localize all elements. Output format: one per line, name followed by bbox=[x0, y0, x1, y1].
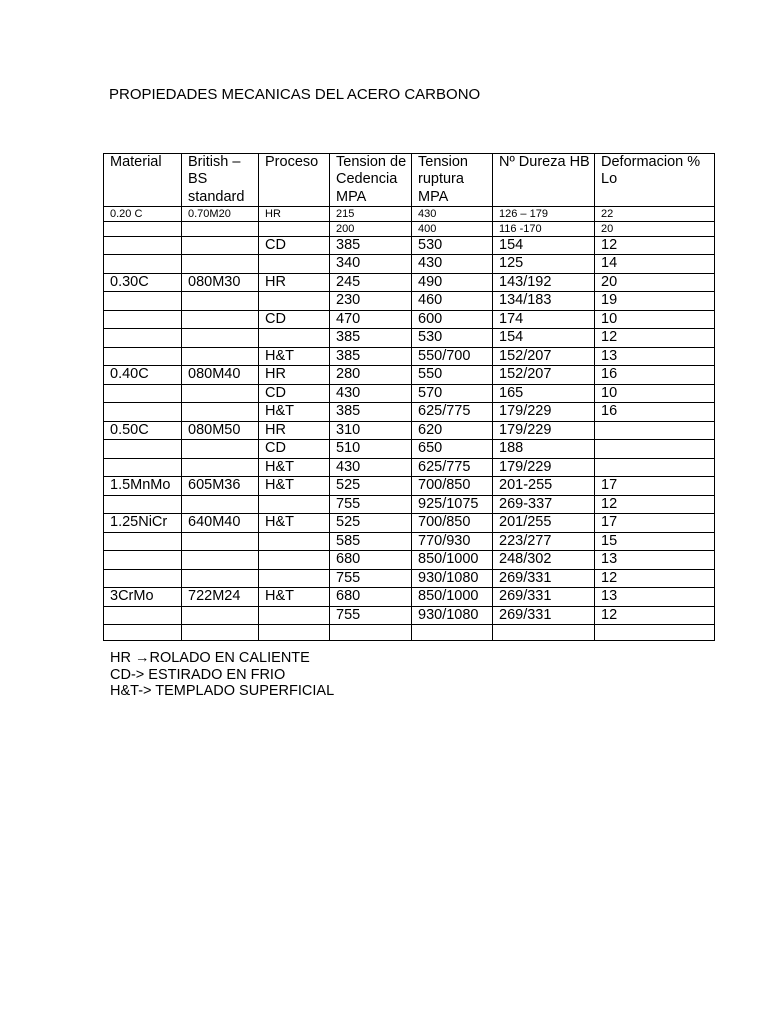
cell-deformacion: 12 bbox=[595, 329, 715, 348]
cell-deformacion bbox=[595, 421, 715, 440]
cell-dureza: 116 -170 bbox=[493, 221, 595, 236]
cell-deformacion: 15 bbox=[595, 532, 715, 551]
legend-cd: CD-> ESTIRADO EN FRIO bbox=[110, 666, 286, 683]
cell-material bbox=[104, 625, 182, 641]
table-row bbox=[104, 236, 715, 255]
cell-material bbox=[104, 292, 182, 311]
cell-ruptura: 570 bbox=[412, 384, 493, 403]
cell-ruptura bbox=[412, 625, 493, 641]
cell-bs-standard bbox=[182, 495, 259, 514]
cell-deformacion: 12 bbox=[595, 569, 715, 588]
cell-proceso: HR bbox=[259, 366, 330, 385]
cell-bs-standard bbox=[182, 384, 259, 403]
cell-dureza: 152/207 bbox=[493, 347, 595, 366]
cell-dureza: 248/302 bbox=[493, 551, 595, 570]
table-row bbox=[104, 495, 715, 514]
cell-dureza: 223/277 bbox=[493, 532, 595, 551]
cell-proceso: H&T bbox=[259, 514, 330, 533]
cell-cedencia: 215 bbox=[330, 206, 412, 221]
table-row bbox=[104, 606, 715, 625]
cell-deformacion: 16 bbox=[595, 403, 715, 422]
cell-cedencia: 430 bbox=[330, 384, 412, 403]
cell-bs-standard bbox=[182, 329, 259, 348]
cell-cedencia: 385 bbox=[330, 329, 412, 348]
cell-proceso: H&T bbox=[259, 403, 330, 422]
cell-material bbox=[104, 329, 182, 348]
cell-bs-standard: 640M40 bbox=[182, 514, 259, 533]
cell-cedencia: 470 bbox=[330, 310, 412, 329]
cell-cedencia: 680 bbox=[330, 551, 412, 570]
cell-proceso: HR bbox=[259, 273, 330, 292]
table-header-row bbox=[104, 154, 715, 207]
cell-proceso bbox=[259, 625, 330, 641]
cell-proceso bbox=[259, 221, 330, 236]
properties-table bbox=[103, 153, 715, 641]
cell-proceso: H&T bbox=[259, 588, 330, 607]
cell-material: 1.5MnMo bbox=[104, 477, 182, 496]
cell-cedencia: 310 bbox=[330, 421, 412, 440]
cell-material: 0.20 C bbox=[104, 206, 182, 221]
cell-material: 0.40C bbox=[104, 366, 182, 385]
cell-proceso: CD bbox=[259, 310, 330, 329]
cell-ruptura: 550 bbox=[412, 366, 493, 385]
cell-bs-standard: 080M50 bbox=[182, 421, 259, 440]
cell-proceso: H&T bbox=[259, 477, 330, 496]
cell-ruptura: 930/1080 bbox=[412, 569, 493, 588]
cell-dureza: 269/331 bbox=[493, 588, 595, 607]
table-row bbox=[104, 329, 715, 348]
cell-cedencia: 585 bbox=[330, 532, 412, 551]
cell-bs-standard bbox=[182, 532, 259, 551]
cell-deformacion: 17 bbox=[595, 477, 715, 496]
cell-ruptura: 770/930 bbox=[412, 532, 493, 551]
cell-bs-standard bbox=[182, 440, 259, 459]
table-row bbox=[104, 625, 715, 641]
cell-material bbox=[104, 255, 182, 274]
cell-deformacion: 12 bbox=[595, 236, 715, 255]
cell-bs-standard bbox=[182, 569, 259, 588]
cell-proceso: HR bbox=[259, 421, 330, 440]
cell-bs-standard bbox=[182, 458, 259, 477]
table-row bbox=[104, 206, 715, 221]
cell-material bbox=[104, 569, 182, 588]
table-row bbox=[104, 347, 715, 366]
cell-bs-standard: 080M30 bbox=[182, 273, 259, 292]
cell-bs-standard bbox=[182, 310, 259, 329]
table-row bbox=[104, 477, 715, 496]
header-tension-cedencia: Tension de Cedencia MPA bbox=[330, 154, 412, 207]
cell-cedencia: 755 bbox=[330, 495, 412, 514]
cell-cedencia: 525 bbox=[330, 514, 412, 533]
cell-ruptura: 530 bbox=[412, 329, 493, 348]
table-row bbox=[104, 458, 715, 477]
cell-material bbox=[104, 384, 182, 403]
cell-ruptura: 625/775 bbox=[412, 403, 493, 422]
cell-dureza: 188 bbox=[493, 440, 595, 459]
cell-dureza: 174 bbox=[493, 310, 595, 329]
table-row bbox=[104, 255, 715, 274]
cell-deformacion: 20 bbox=[595, 221, 715, 236]
cell-cedencia: 385 bbox=[330, 347, 412, 366]
cell-cedencia: 430 bbox=[330, 458, 412, 477]
cell-deformacion: 10 bbox=[595, 310, 715, 329]
table-row bbox=[104, 273, 715, 292]
cell-proceso: CD bbox=[259, 384, 330, 403]
cell-material bbox=[104, 221, 182, 236]
cell-dureza: 201-255 bbox=[493, 477, 595, 496]
cell-bs-standard bbox=[182, 347, 259, 366]
cell-deformacion: 22 bbox=[595, 206, 715, 221]
cell-cedencia: 230 bbox=[330, 292, 412, 311]
cell-proceso bbox=[259, 292, 330, 311]
cell-proceso bbox=[259, 606, 330, 625]
cell-deformacion bbox=[595, 458, 715, 477]
cell-bs-standard bbox=[182, 292, 259, 311]
header-proceso: Proceso bbox=[259, 154, 330, 207]
cell-deformacion: 12 bbox=[595, 495, 715, 514]
cell-deformacion: 14 bbox=[595, 255, 715, 274]
cell-ruptura: 850/1000 bbox=[412, 551, 493, 570]
cell-proceso bbox=[259, 551, 330, 570]
table-row bbox=[104, 366, 715, 385]
document-title: PROPIEDADES MECANICAS DEL ACERO CARBONO bbox=[109, 86, 481, 103]
legend-hr: HR →ROLADO EN CALIENTE bbox=[110, 650, 310, 666]
cell-proceso: CD bbox=[259, 440, 330, 459]
cell-material bbox=[104, 606, 182, 625]
table-row bbox=[104, 421, 715, 440]
cell-deformacion: 13 bbox=[595, 588, 715, 607]
cell-deformacion: 10 bbox=[595, 384, 715, 403]
cell-deformacion: 13 bbox=[595, 551, 715, 570]
cell-proceso: H&T bbox=[259, 458, 330, 477]
cell-ruptura: 925/1075 bbox=[412, 495, 493, 514]
cell-cedencia: 245 bbox=[330, 273, 412, 292]
cell-bs-standard bbox=[182, 255, 259, 274]
cell-dureza bbox=[493, 625, 595, 641]
cell-material: 0.30C bbox=[104, 273, 182, 292]
table-row bbox=[104, 440, 715, 459]
cell-ruptura: 600 bbox=[412, 310, 493, 329]
header-tension-ruptura: Tension ruptura MPA bbox=[412, 154, 493, 207]
cell-cedencia: 385 bbox=[330, 403, 412, 422]
cell-bs-standard: 605M36 bbox=[182, 477, 259, 496]
cell-cedencia bbox=[330, 625, 412, 641]
cell-dureza: 179/229 bbox=[493, 403, 595, 422]
cell-proceso bbox=[259, 495, 330, 514]
cell-bs-standard: 722M24 bbox=[182, 588, 259, 607]
header-material: Material bbox=[104, 154, 182, 207]
cell-dureza: 165 bbox=[493, 384, 595, 403]
legend-ht: H&T-> TEMPLADO SUPERFICIAL bbox=[110, 683, 335, 700]
cell-bs-standard bbox=[182, 606, 259, 625]
legend bbox=[110, 650, 334, 700]
table-row bbox=[104, 551, 715, 570]
cell-material: 0.50C bbox=[104, 421, 182, 440]
cell-dureza: 269/331 bbox=[493, 606, 595, 625]
cell-material bbox=[104, 532, 182, 551]
cell-deformacion: 16 bbox=[595, 366, 715, 385]
cell-dureza: 179/229 bbox=[493, 421, 595, 440]
cell-ruptura: 650 bbox=[412, 440, 493, 459]
cell-ruptura: 625/775 bbox=[412, 458, 493, 477]
cell-ruptura: 460 bbox=[412, 292, 493, 311]
cell-ruptura: 530 bbox=[412, 236, 493, 255]
header-british-bs-standard: British – BS standard bbox=[182, 154, 259, 207]
cell-bs-standard bbox=[182, 551, 259, 570]
cell-deformacion: 13 bbox=[595, 347, 715, 366]
cell-cedencia: 200 bbox=[330, 221, 412, 236]
table-row bbox=[104, 588, 715, 607]
cell-material bbox=[104, 440, 182, 459]
cell-material bbox=[104, 310, 182, 329]
cell-proceso bbox=[259, 569, 330, 588]
table-row bbox=[104, 569, 715, 588]
cell-dureza: 126 – 179 bbox=[493, 206, 595, 221]
cell-dureza: 179/229 bbox=[493, 458, 595, 477]
table-row bbox=[104, 384, 715, 403]
cell-bs-standard bbox=[182, 221, 259, 236]
table-row bbox=[104, 514, 715, 533]
cell-bs-standard bbox=[182, 236, 259, 255]
cell-material bbox=[104, 347, 182, 366]
cell-proceso bbox=[259, 329, 330, 348]
cell-dureza: 143/192 bbox=[493, 273, 595, 292]
cell-ruptura: 550/700 bbox=[412, 347, 493, 366]
header-deformacion: Deformacion % Lo bbox=[595, 154, 715, 207]
table-row bbox=[104, 403, 715, 422]
cell-deformacion: 19 bbox=[595, 292, 715, 311]
cell-ruptura: 490 bbox=[412, 273, 493, 292]
cell-cedencia: 385 bbox=[330, 236, 412, 255]
table-row bbox=[104, 310, 715, 329]
cell-cedencia: 340 bbox=[330, 255, 412, 274]
cell-material: 1.25NiCr bbox=[104, 514, 182, 533]
cell-cedencia: 510 bbox=[330, 440, 412, 459]
table-row bbox=[104, 292, 715, 311]
cell-material bbox=[104, 551, 182, 570]
header-dureza: Nº Dureza HB bbox=[493, 154, 595, 207]
table-row bbox=[104, 532, 715, 551]
cell-dureza: 125 bbox=[493, 255, 595, 274]
cell-proceso bbox=[259, 532, 330, 551]
cell-ruptura: 930/1080 bbox=[412, 606, 493, 625]
cell-deformacion bbox=[595, 625, 715, 641]
cell-dureza: 269/331 bbox=[493, 569, 595, 588]
cell-dureza: 154 bbox=[493, 329, 595, 348]
cell-cedencia: 680 bbox=[330, 588, 412, 607]
cell-bs-standard: 0.70M20 bbox=[182, 206, 259, 221]
cell-proceso bbox=[259, 255, 330, 274]
cell-ruptura: 430 bbox=[412, 255, 493, 274]
cell-dureza: 201/255 bbox=[493, 514, 595, 533]
cell-cedencia: 525 bbox=[330, 477, 412, 496]
cell-deformacion: 20 bbox=[595, 273, 715, 292]
cell-material bbox=[104, 236, 182, 255]
cell-ruptura: 430 bbox=[412, 206, 493, 221]
cell-ruptura: 400 bbox=[412, 221, 493, 236]
cell-proceso: HR bbox=[259, 206, 330, 221]
cell-cedencia: 280 bbox=[330, 366, 412, 385]
cell-deformacion: 17 bbox=[595, 514, 715, 533]
cell-material bbox=[104, 495, 182, 514]
cell-proceso: CD bbox=[259, 236, 330, 255]
cell-dureza: 152/207 bbox=[493, 366, 595, 385]
cell-ruptura: 620 bbox=[412, 421, 493, 440]
cell-bs-standard bbox=[182, 403, 259, 422]
cell-ruptura: 850/1000 bbox=[412, 588, 493, 607]
cell-bs-standard: 080M40 bbox=[182, 366, 259, 385]
cell-material bbox=[104, 403, 182, 422]
cell-deformacion bbox=[595, 440, 715, 459]
cell-dureza: 154 bbox=[493, 236, 595, 255]
cell-dureza: 134/183 bbox=[493, 292, 595, 311]
cell-cedencia: 755 bbox=[330, 569, 412, 588]
table-row bbox=[104, 221, 715, 236]
cell-material bbox=[104, 458, 182, 477]
cell-cedencia: 755 bbox=[330, 606, 412, 625]
cell-ruptura: 700/850 bbox=[412, 514, 493, 533]
cell-deformacion: 12 bbox=[595, 606, 715, 625]
cell-proceso: H&T bbox=[259, 347, 330, 366]
cell-material: 3CrMo bbox=[104, 588, 182, 607]
cell-dureza: 269-337 bbox=[493, 495, 595, 514]
cell-ruptura: 700/850 bbox=[412, 477, 493, 496]
cell-bs-standard bbox=[182, 625, 259, 641]
